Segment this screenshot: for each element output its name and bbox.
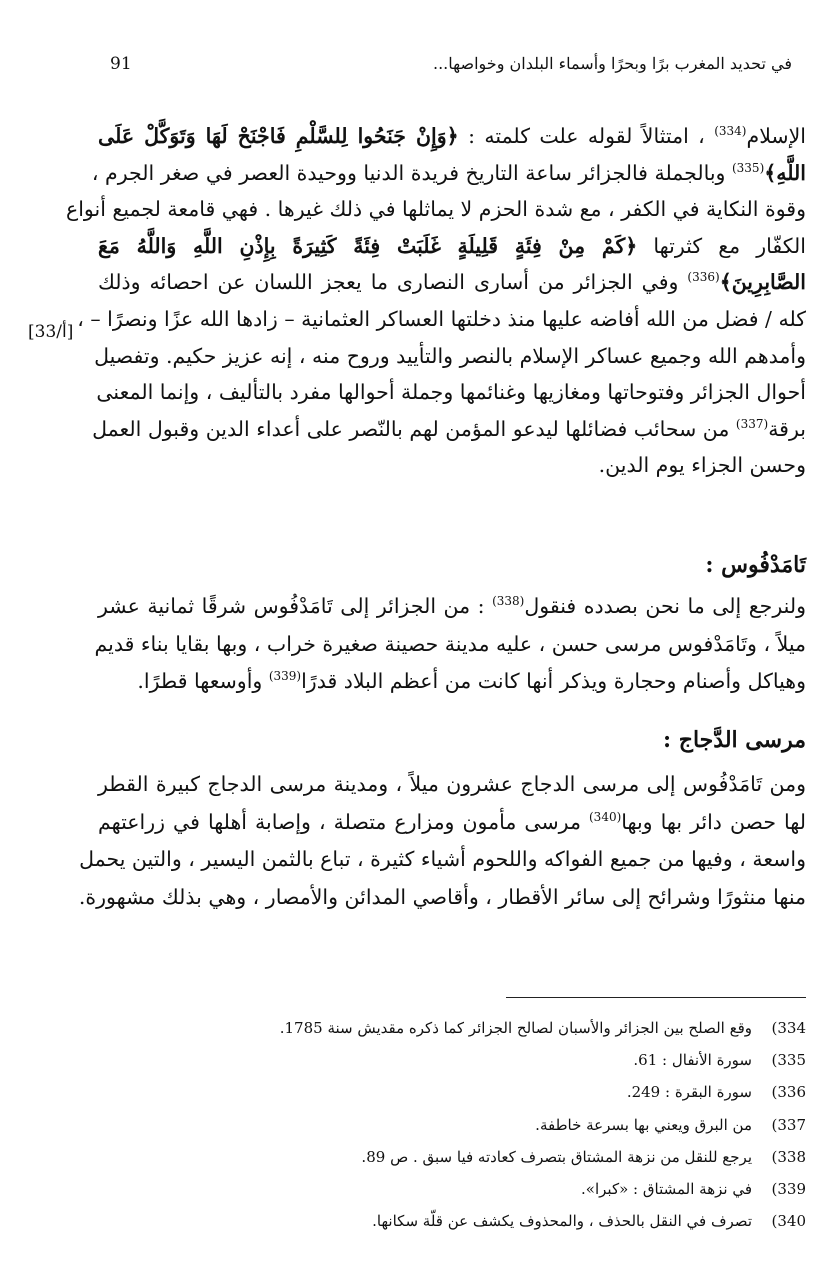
- text-run: واسعة ، وفيها من جميع الفواكه واللحوم أشياء كثيرة ، تباع بالثمن اليسير ، والتين يحمل: [79, 847, 806, 871]
- text-run: وفي الجزائر من أسارى النصارى ما يعجز اللسان عن احصائه وذلك: [98, 270, 688, 295]
- text-run: من سحائب فضائلها ليدعو المؤمن لهم بالنّصر على أعداء الدين وقبول العمل: [92, 416, 736, 441]
- text-run: الكفّار مع كثرتها: [637, 233, 806, 258]
- text-line: [98, 663, 806, 701]
- text-line: [98, 447, 806, 484]
- text-run: ومن تَامَدْفُوس إلى مرسى الدجاج عشرون ميلاً ، ومدينة مرسى الدجاج كبيرة القطر: [98, 772, 806, 796]
- footnote-item: [200, 1044, 806, 1076]
- text-line: [66, 191, 806, 228]
- footnote-text: سورة البقرة : 249.: [626, 1083, 752, 1102]
- footnote-reference: (334): [714, 124, 747, 139]
- footnote-reference: (337): [735, 416, 769, 431]
- text-line: [92, 411, 806, 448]
- text-run: منها منثورًا وشرائح إلى سائر الأقطار ، وأقاصي المدائن والأمصار ، وهي بذلك مشهورة.: [78, 884, 806, 909]
- text-run: مرسى مأمون ومزارع متصلة ، وإصابة أهلها في زراعتهم: [98, 809, 589, 834]
- footnote-item: [200, 1141, 806, 1173]
- footnote-reference: (339): [268, 669, 302, 684]
- heading-tamadfus: تَامَدْفُوس :: [705, 552, 806, 578]
- footnote-number: (335: [771, 1051, 806, 1070]
- text-line: [98, 804, 806, 842]
- text-run: أحوال الجزائر وفتوحاتها ومغازيها وغنائمها وجملة أحوالها مفرد بالتأليف ، وإنما المعنى: [96, 380, 806, 405]
- text-run: وبالجملة فالجزائر ساعة التاريخ فريدة الدنيا ووحيدة العصر في صغر الجرم ،: [91, 160, 732, 185]
- text-run: كله / فضل من الله أفاضه عليها منذ دخلتها العساكر العثمانية – زادها الله عزًا ونصرًا – ،: [77, 306, 806, 331]
- heading-marsa-dajjaj: مرسى الدَّجاج :: [663, 727, 806, 753]
- paragraph-marsa-dajjaj: [78, 766, 806, 916]
- intro-paragraph: [66, 118, 806, 484]
- footnote-number: (337: [771, 1115, 806, 1134]
- footnote-text: تصرف في النقل بالحذف ، والمحذوف يكشف عن قلّة سكانها.: [372, 1212, 752, 1231]
- text-line: [98, 264, 806, 301]
- text-run: وقوة النكاية في الكفر ، مع شدة الحزم لا يماثلها في ذلك غيرها . فهي قامعة لجميع أنواع: [66, 197, 806, 222]
- footnote-item: [200, 1012, 806, 1044]
- footnote-text: يرجع للنقل من نزهة المشتاق بتصرف كعادته فيا سبق . ص 89.: [361, 1147, 752, 1166]
- page-header: [92, 54, 792, 84]
- quran-quote: الصَّابِرِينَ﴾: [719, 270, 806, 295]
- footnote-item: [200, 1173, 806, 1205]
- text-line: [77, 301, 806, 338]
- paragraph-tamadfus: [94, 588, 806, 701]
- footnote-number: (340: [771, 1212, 806, 1231]
- text-run: ولنرجع إلى ما نحن بصدده فنقول: [524, 594, 806, 618]
- footnote-item: [200, 1205, 806, 1237]
- quran-quote: اللَّهِ﴾: [764, 160, 806, 185]
- text-line: [98, 766, 806, 804]
- footnote-number: (336: [771, 1083, 806, 1102]
- text-run: وهياكل وأصنام وحجارة ويذكر أنها كانت من أعظم البلاد قدرًا: [301, 669, 806, 693]
- footnote-item: [200, 1109, 806, 1141]
- footnote-text: في نزهة المشتاق : «كبرا».: [581, 1180, 752, 1199]
- footnote-reference: (338): [492, 594, 525, 609]
- page-number: 91: [110, 54, 132, 74]
- text-run: برقة: [768, 416, 806, 441]
- text-run: وأوسعها قطرًا.: [137, 669, 269, 693]
- footnote-reference: (340): [589, 809, 622, 824]
- footnote-item: [200, 1076, 806, 1108]
- text-line: [94, 338, 806, 375]
- text-run: ميلاً ، وتَامَدْفوس مرسى حسن ، عليه مدينة حصينة صغيرة خراب ، وبها بقايا بناء قديم: [94, 631, 806, 656]
- footnote-reference: (335): [731, 160, 765, 175]
- text-line: [98, 588, 806, 626]
- text-run: الإسلام: [746, 124, 806, 148]
- footnote-separator: [506, 997, 806, 998]
- footnote-number: (334: [771, 1019, 806, 1038]
- text-run: : من الجزائر إلى تَامَدْفُوس شرقًا ثمانية عشر: [98, 594, 493, 618]
- quran-quote: ﴿وَإِنْ جَنَحُوا لِلسَّلْمِ فَاجْنَحْ لَهَا وَتَوَكَّلْ عَلَى: [98, 124, 459, 148]
- text-run: لها حصن دائر بها وبها: [621, 809, 806, 834]
- running-title: في تحديد المغرب برًا وبحرًا وأسماء البلدان وخواصها...: [433, 54, 792, 73]
- footnote-text: سورة الأنفال : 61.: [633, 1051, 752, 1070]
- text-line: [91, 155, 806, 192]
- footnote-text: من البرق ويعني بها بسرعة خاطفة.: [535, 1115, 752, 1134]
- footnote-number: (339: [771, 1180, 806, 1199]
- footnote-reference: (336): [687, 270, 720, 285]
- text-line: [78, 879, 806, 917]
- footnote-text: وقع الصلح بين الجزائر والأسبان لصالح الجزائر كما ذكره مقديش سنة 1785.: [279, 1019, 752, 1038]
- footnote-number: (338: [771, 1147, 806, 1166]
- text-run: وأمدهم الله وجميع عساكر الإسلام بالنصر والتأييد وروح منه ، إنه عزيز حكيم. وتفصيل: [94, 343, 806, 368]
- text-line: [98, 118, 806, 155]
- text-run: وحسن الجزاء يوم الدين.: [598, 453, 806, 478]
- quran-quote: ﴿كَمْ مِنْ فِئَةٍ قَلِيلَةٍ غَلَبَتْ فِئَةً كَثِيرَةً بِإِذْنِ اللَّهِ وَاللَّهُ مَعَ: [98, 233, 638, 258]
- text-line: [79, 841, 806, 879]
- text-run: ، امتثالاً لقوله علت كلمته :: [458, 124, 715, 148]
- text-line: [98, 374, 806, 411]
- footnotes: [200, 1012, 806, 1237]
- text-line: [94, 626, 806, 664]
- manuscript-folio-marker: [33/أ]: [28, 322, 74, 342]
- text-line: [98, 228, 806, 265]
